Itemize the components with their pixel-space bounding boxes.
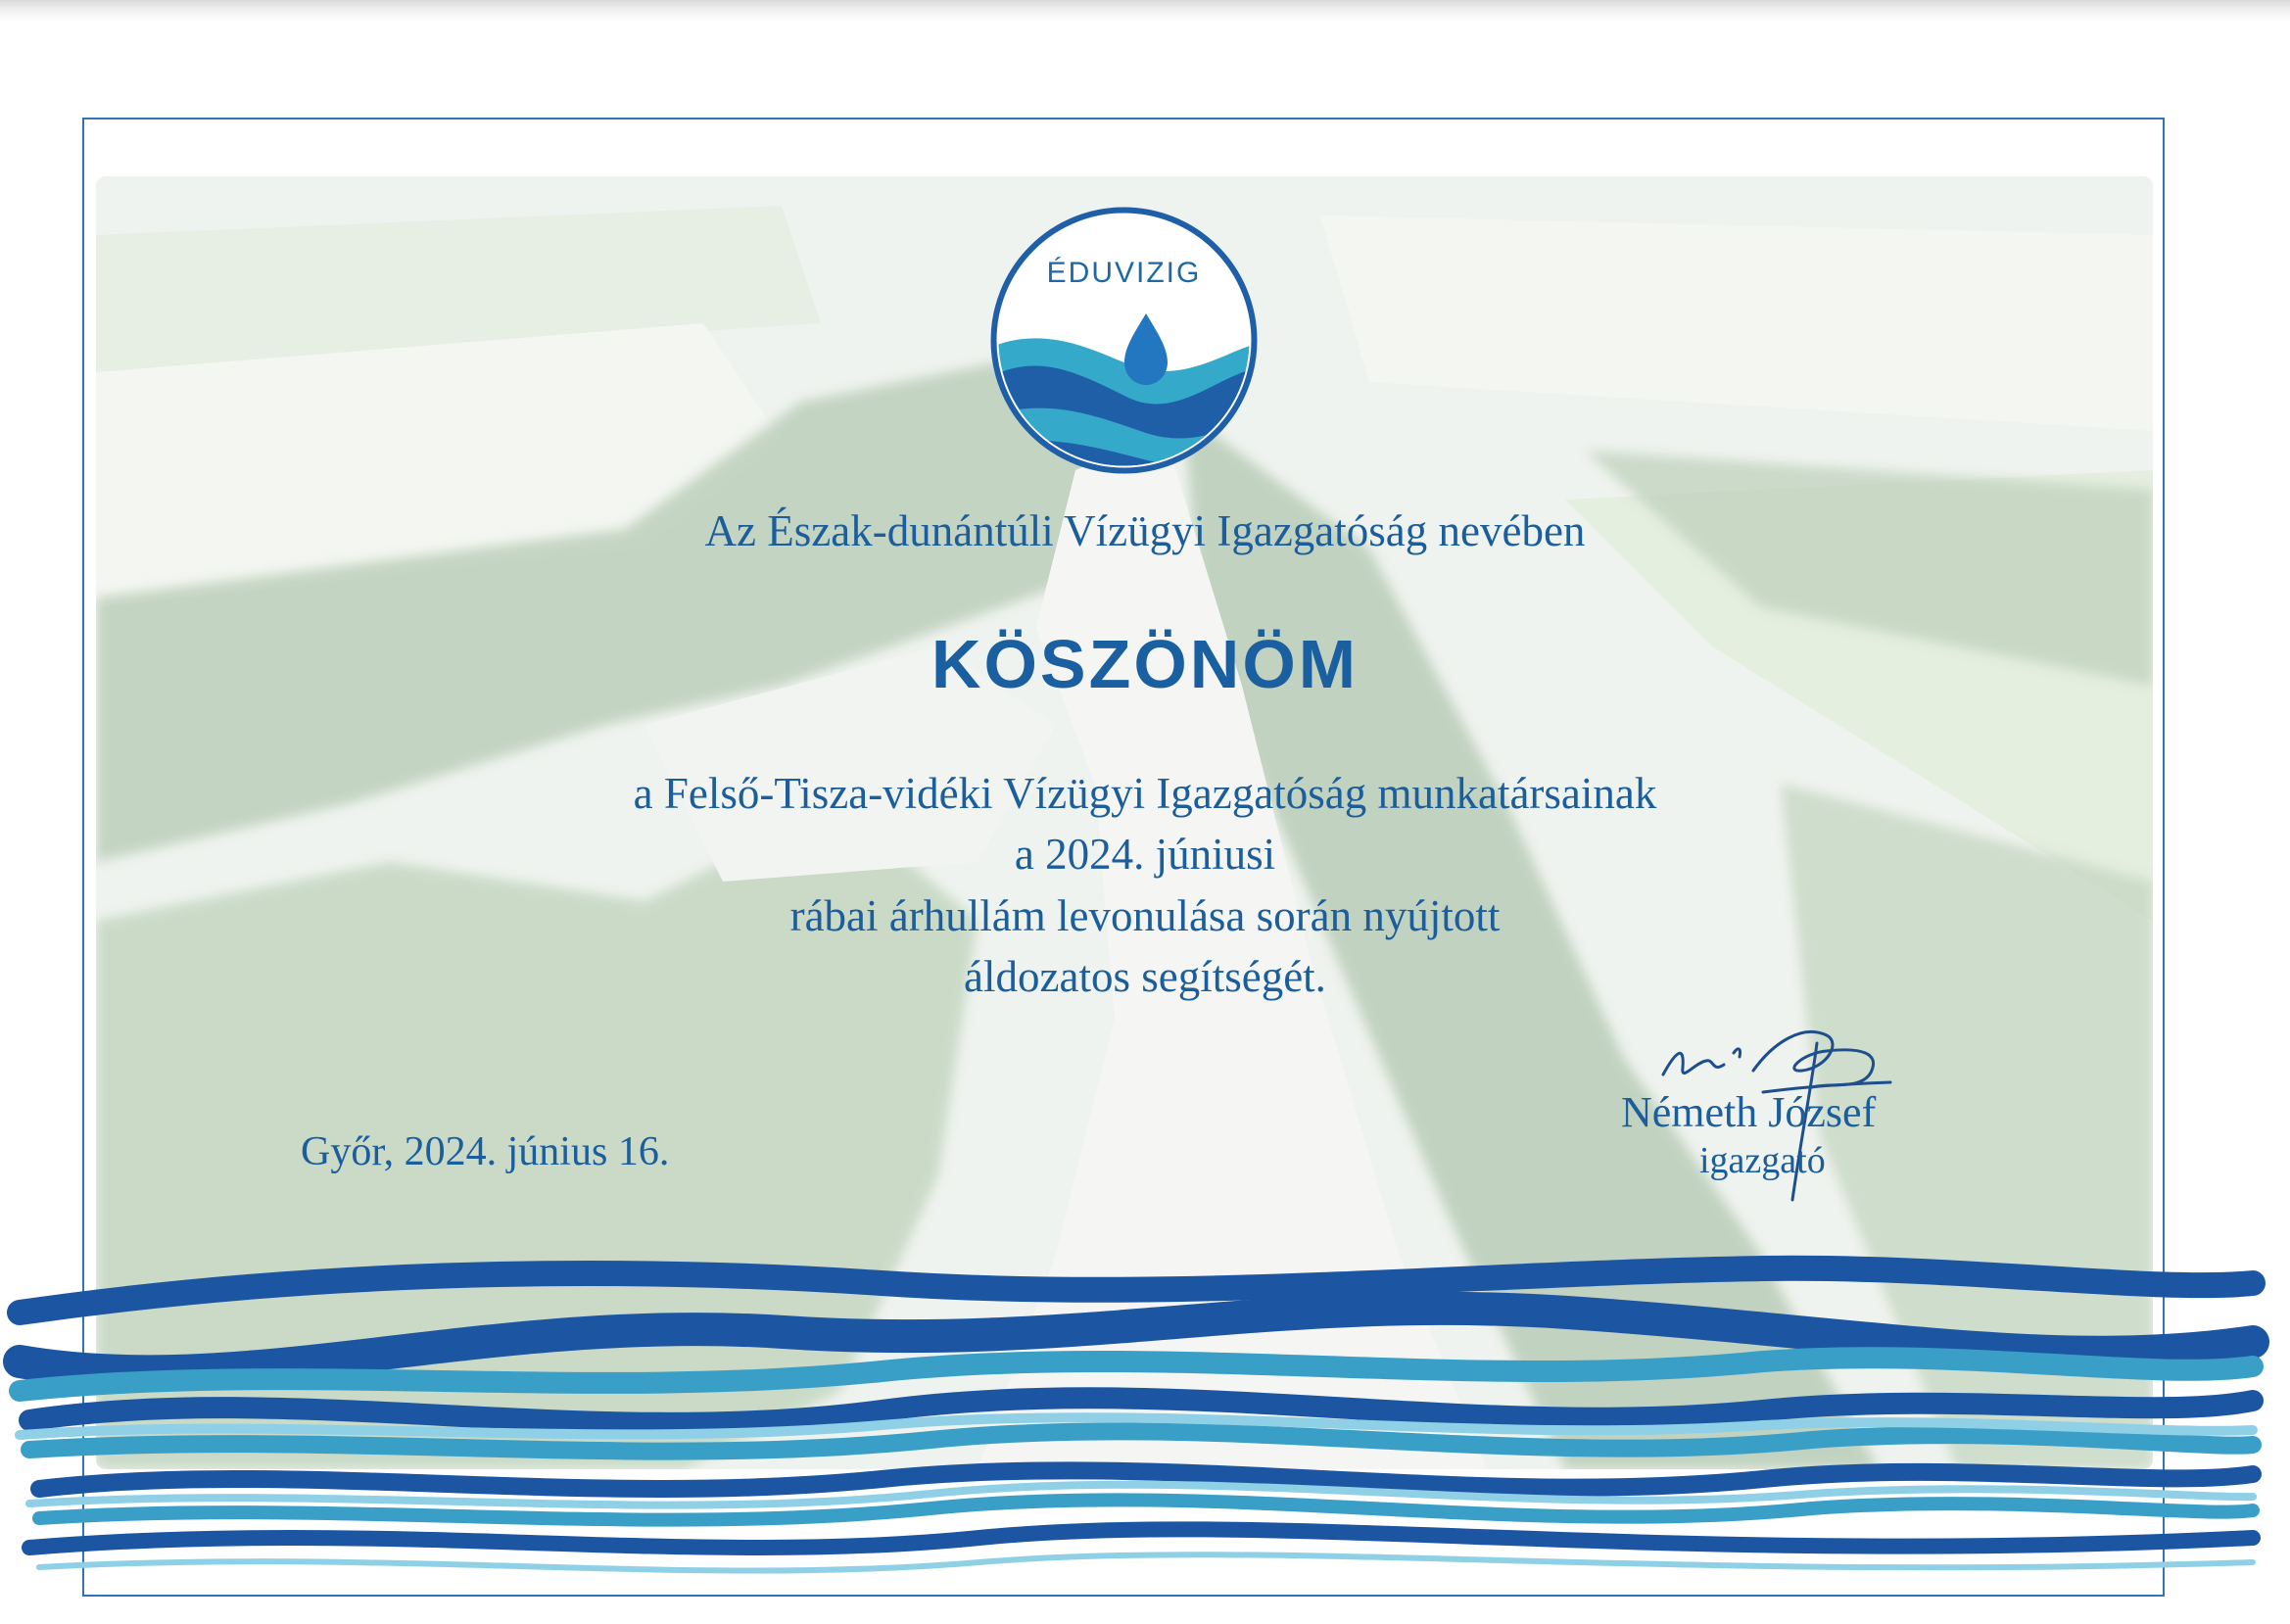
body-line: áldozatos segítségét. [964, 952, 1326, 1001]
place-date: Győr, 2024. június 16. [301, 1129, 670, 1174]
logo-label: ÉDUVIZIG [1046, 257, 1202, 289]
body-line: a 2024. júniusi [1014, 830, 1276, 879]
eduvizig-logo [989, 206, 1259, 475]
signer-name: Németh József [1621, 1088, 1877, 1136]
water-drop-wave-icon [989, 206, 1259, 475]
body-line: a Felső-Tisza-vidéki Vízügyi Igazgatóság munkatársainak [633, 769, 1657, 818]
body-line: rábai árhullám levonulása során nyújtott [789, 891, 1501, 940]
decorative-wave-band [0, 1254, 2290, 1619]
scan-edge [0, 0, 2290, 22]
header-line: Az Észak-dunántúli Vízügyi Igazgatóság nevében [704, 506, 1586, 555]
signer-title: igazgató [1699, 1140, 1826, 1181]
certificate-title: KÖSZÖNÖM [930, 626, 1360, 702]
